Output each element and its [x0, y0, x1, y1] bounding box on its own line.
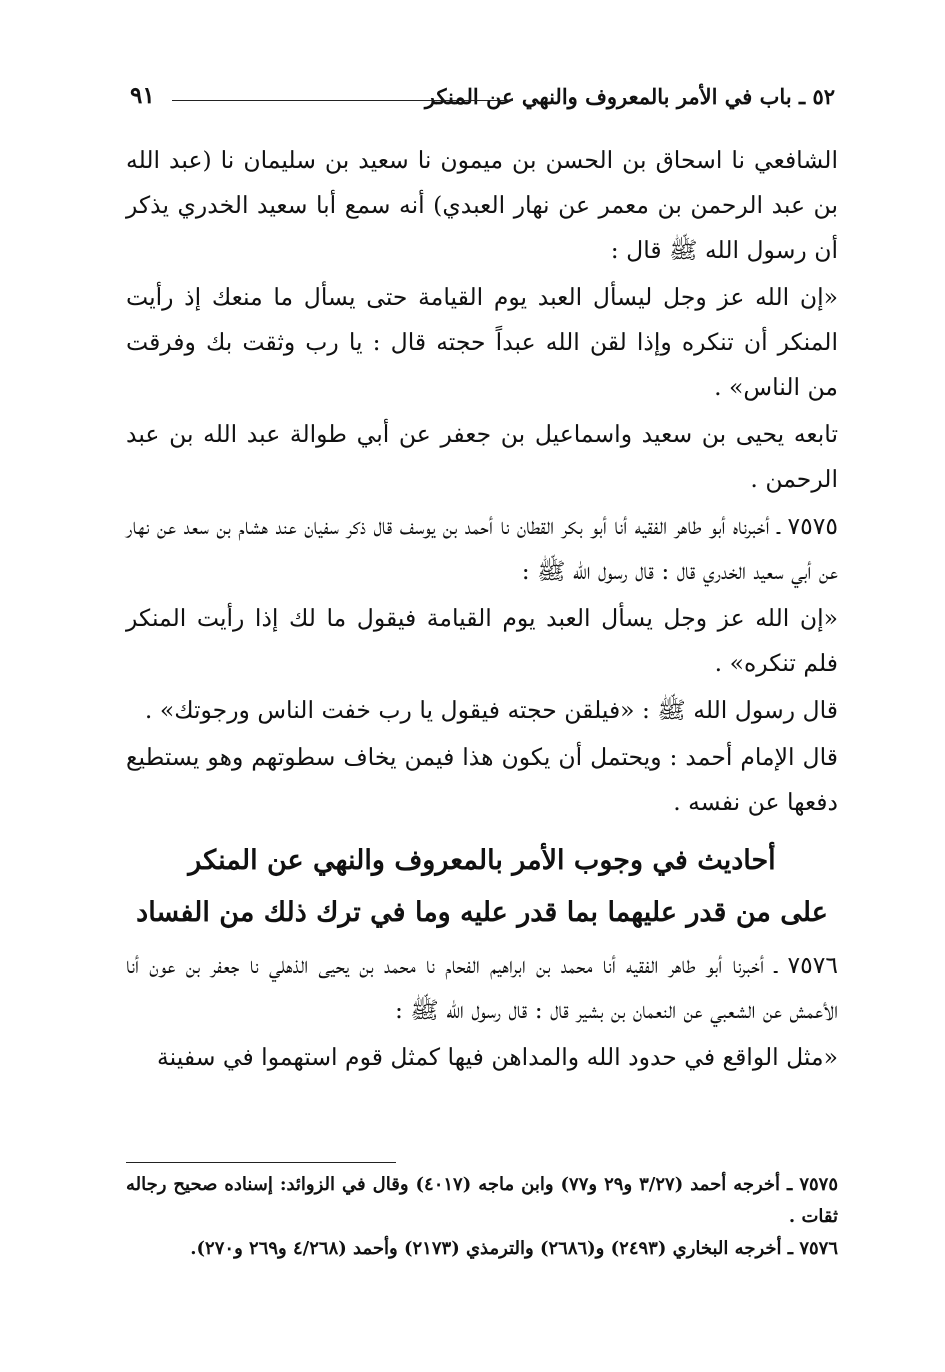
section-heading	[126, 835, 838, 939]
paragraph-mutabaa: تابعه يحيى بن سعيد واسماعيل بن جعفر عن أبي طوالة عبد الله بن عبد الرحمن .	[126, 420, 838, 493]
main-text	[126, 138, 838, 1082]
hadith-quote-2: «إن الله عز وجل يسأل العبد يوم القيامة فيقول ما لك إذا رأيت المنكر فلم تنكره» .	[126, 604, 838, 677]
hadith-quote-1: «إن الله عز وجل ليسأل العبد يوم القيامة حتى يسأل ما منعك إذ رأيت المنكر أن تنكره وإذا لقن الله عبداً حجته قال : يا رب وثقت بك وفرقت من الناس» .	[126, 283, 838, 401]
header-rule	[172, 100, 513, 101]
paragraph-hadith-7575: ٧٥٧٥ ـ أخبرناه أبو طاهر الفقيه أنا أبو بكر القطان نا أحمد بن يوسف قال ذكر سفيان عند هشام بن سعد عن نهار عن أبي سعيد الخدري قال : قال رسول الله ﷺ :	[126, 512, 838, 585]
section-heading-line-2: على من قدر عليهما بما قدر عليه وما في ترك ذلك من الفساد	[136, 897, 828, 928]
paragraph-imam-ahmad: قال الإمام أحمد : ويحتمل أن يكون هذا فيمن يخاف سطوتهم وهو يستطيع دفعها عن نفسه .	[126, 743, 838, 816]
page-number: ٩١	[130, 82, 155, 109]
footnote-rule	[126, 1162, 396, 1163]
chapter-title: ٥٢ ـ باب في الأمر بالمعروف والنهي عن المنكر	[424, 84, 835, 109]
footnote-7575: ٧٥٧٥ ـ أخرجه أحمد (٣/٢٧ و٢٩ و٧٧) وابن ماجه (٤٠١٧) وقال في الزوائد: إسناده صحيح رجاله ثقات .	[126, 1174, 838, 1227]
section-heading-line-1: أحاديث في وجوب الأمر بالمعروف والنهي عن المنكر	[188, 845, 776, 876]
page-header	[130, 78, 835, 118]
footnote-7576: ٧٥٧٦ ـ أخرجه البخاري (٢٤٩٣) و(٢٦٨٦) والترمذي (٢١٧٣) وأحمد (٤/٢٦٨ و٢٦٩ و٢٧٠).	[190, 1238, 838, 1259]
hadith-quote-3: «مثل الواقع في حدود الله والمداهن فيها كمثل قوم استهموا في سفينة	[157, 1043, 838, 1071]
paragraph-prophet-saying: قال رسول الله ﷺ : «فيلقن حجته فيقول يا رب خفت الناس ورجوتك» .	[144, 696, 838, 724]
footnotes	[126, 1162, 838, 1265]
paragraph-hadith-7576: ٧٥٧٦ ـ أخبرنا أبو طاهر الفقيه أنا محمد بن ابراهيم الفحام نا محمد بن يحيى الذهلي نا جعفر بن عون أنا الأعمش عن الشعبي عن النعمان بن بشير قال : قال رسول الله ﷺ :	[126, 951, 838, 1024]
paragraph-isnad-1: الشافعي نا اسحاق بن الحسن بن ميمون نا سعيد بن سليمان نا (عبد الله بن عبد الرحمن بن معمر عن نهار العبدي) أنه سمع أبا سعيد الخدري يذكر أن رسول الله ﷺ قال :	[126, 146, 838, 264]
